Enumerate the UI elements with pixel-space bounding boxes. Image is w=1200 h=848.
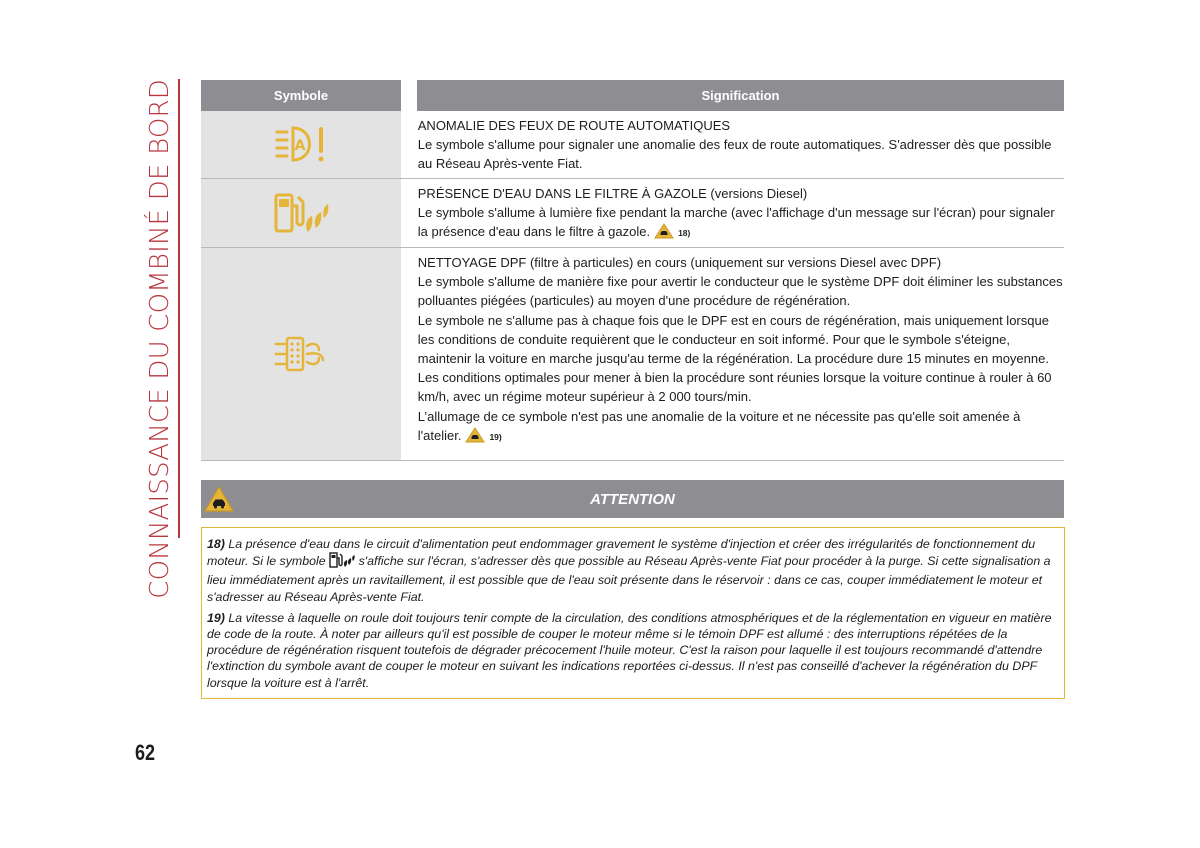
symbol-cell [201,248,401,460]
warning-triangle-icon [654,223,674,244]
attention-notes [201,527,1065,699]
header-meaning: Signification [417,80,1064,111]
table-row [201,248,1064,461]
row-text: Le symbole ne s'allume pas à chaque fois que le DPF est en cours de régénération, mais uniquement lorsque les conditions de conduite requièrent que le conducteur en soit informé. Pour que le symbole s'éteigne, maintenir la voiture en marche jusqu'au terme de la régénération. La procédure dure 15 minutes en moyenne. Les conditions optimales pour mener à bien la procédure sont réunies lorsque la voiture continue à rouler à 60 km/h, avec un régime moteur supérieur à 2 000 tours/min. [417,312,1052,405]
note-19 [207,610,1064,691]
water-in-diesel-filter-icon [329,552,355,572]
water-in-diesel-filter-icon [272,190,330,236]
page-number: 62 [135,740,156,765]
table-row [201,111,1064,179]
symbol-table [201,80,1064,461]
note-text: La présence d'eau dans le circuit d'alimentation peut endommager gravement le système d'injection et créer des irrégularités de fonctionnement du moteur. Si le symbole [207,537,1036,569]
attention-title: ATTENTION [590,490,675,508]
row-title: NETTOYAGE DPF (filtre à particules) en cours (uniquement sur versions Diesel avec DPF) [417,255,942,270]
row-text: Le symbole s'allume à lumière fixe pendant la marche (avec l'affichage d'un message sur l'écran) pour signaler la présence d'eau dans le filtre à gazole. [417,205,1055,240]
meaning-cell [417,248,1064,460]
chapter-title-text: CONNAISSANCE DU COMBINÉ DE BORD [145,79,175,599]
note-18 [207,536,1064,605]
note-ref: 18) [678,228,691,239]
note-text: La vitesse à laquelle on roule doit toujours tenir compte de la circulation, des conditions atmosphériques et de la réglementation en vigueur en matière de code de la route. À noter par ailleurs qu'il est possible de couper le moteur même si le témoin DPF est allumé : des interruptions répétées de la procédure de régénération risquent toutefois de dégrader précocement l'huile moteur. C'est la raison pour laquelle il est toujours recommandé d'attendre l'extinction du symbole avant de couper le moteur en suivant les indications reportées ci-dessus. Il n'est pas conseillé d'achever la régénération du DPF lorsque la voiture est à l'arrêt. [207,610,1052,690]
meaning-cell [417,179,1064,247]
note-number: 19) [207,610,225,625]
row-title: PRÉSENCE D'EAU DANS LE FILTRE À GAZOLE (versions Diesel) [417,186,808,201]
svg-text:A: A [294,137,306,154]
symbol-cell [201,179,401,247]
table-row [201,179,1064,248]
note-text: s'affiche sur l'écran, s'adresser dès que possible au Réseau Après-vente Fiat pour procéder à la purge. Si cette signalisation a lieu immédiatement après un ravitaillement, il est possible que de l'eau soit présente dans le réservoir : dans ce cas, couper immédiatement le moteur et s'adresser au Réseau Après-vente Fiat. [207,554,1051,604]
row-text: Le symbole s'allume pour signaler une anomalie des feux de route automatiques. S'adresser dès que possible au Réseau Après-vente Fiat. [417,137,1052,172]
row-text: L’allumage de ce symbole n'est pas une anomalie de la voiture et ne nécessite pas qu'elle soit amenée à l'atelier. [417,408,1021,443]
note-ref: 19) [489,431,502,442]
row-text: Le symbole s'allume de manière fixe pour avertir le conducteur que le système DPF doit éliminer les substances polluantes piégées (particules) au moyen d'une procédure de régénération. [417,274,1063,309]
header-symbol: Symbole [201,80,401,111]
auto-high-beam-fault-icon [273,123,329,167]
chapter-side-title [140,79,180,599]
meaning-cell [417,111,1064,178]
warning-triangle-icon [201,481,237,517]
warning-triangle-icon [465,427,485,448]
symbol-cell [201,111,401,178]
note-number: 18) [207,537,225,551]
row-title: ANOMALIE DES FEUX DE ROUTE AUTOMATIQUES [417,118,731,133]
row-text-wrapper [418,203,1064,244]
chapter-rule [178,79,180,538]
attention-header [201,480,1064,518]
dpf-cleaning-icon [273,334,329,374]
row-text-wrapper [418,407,1064,448]
table-header [201,80,1064,111]
